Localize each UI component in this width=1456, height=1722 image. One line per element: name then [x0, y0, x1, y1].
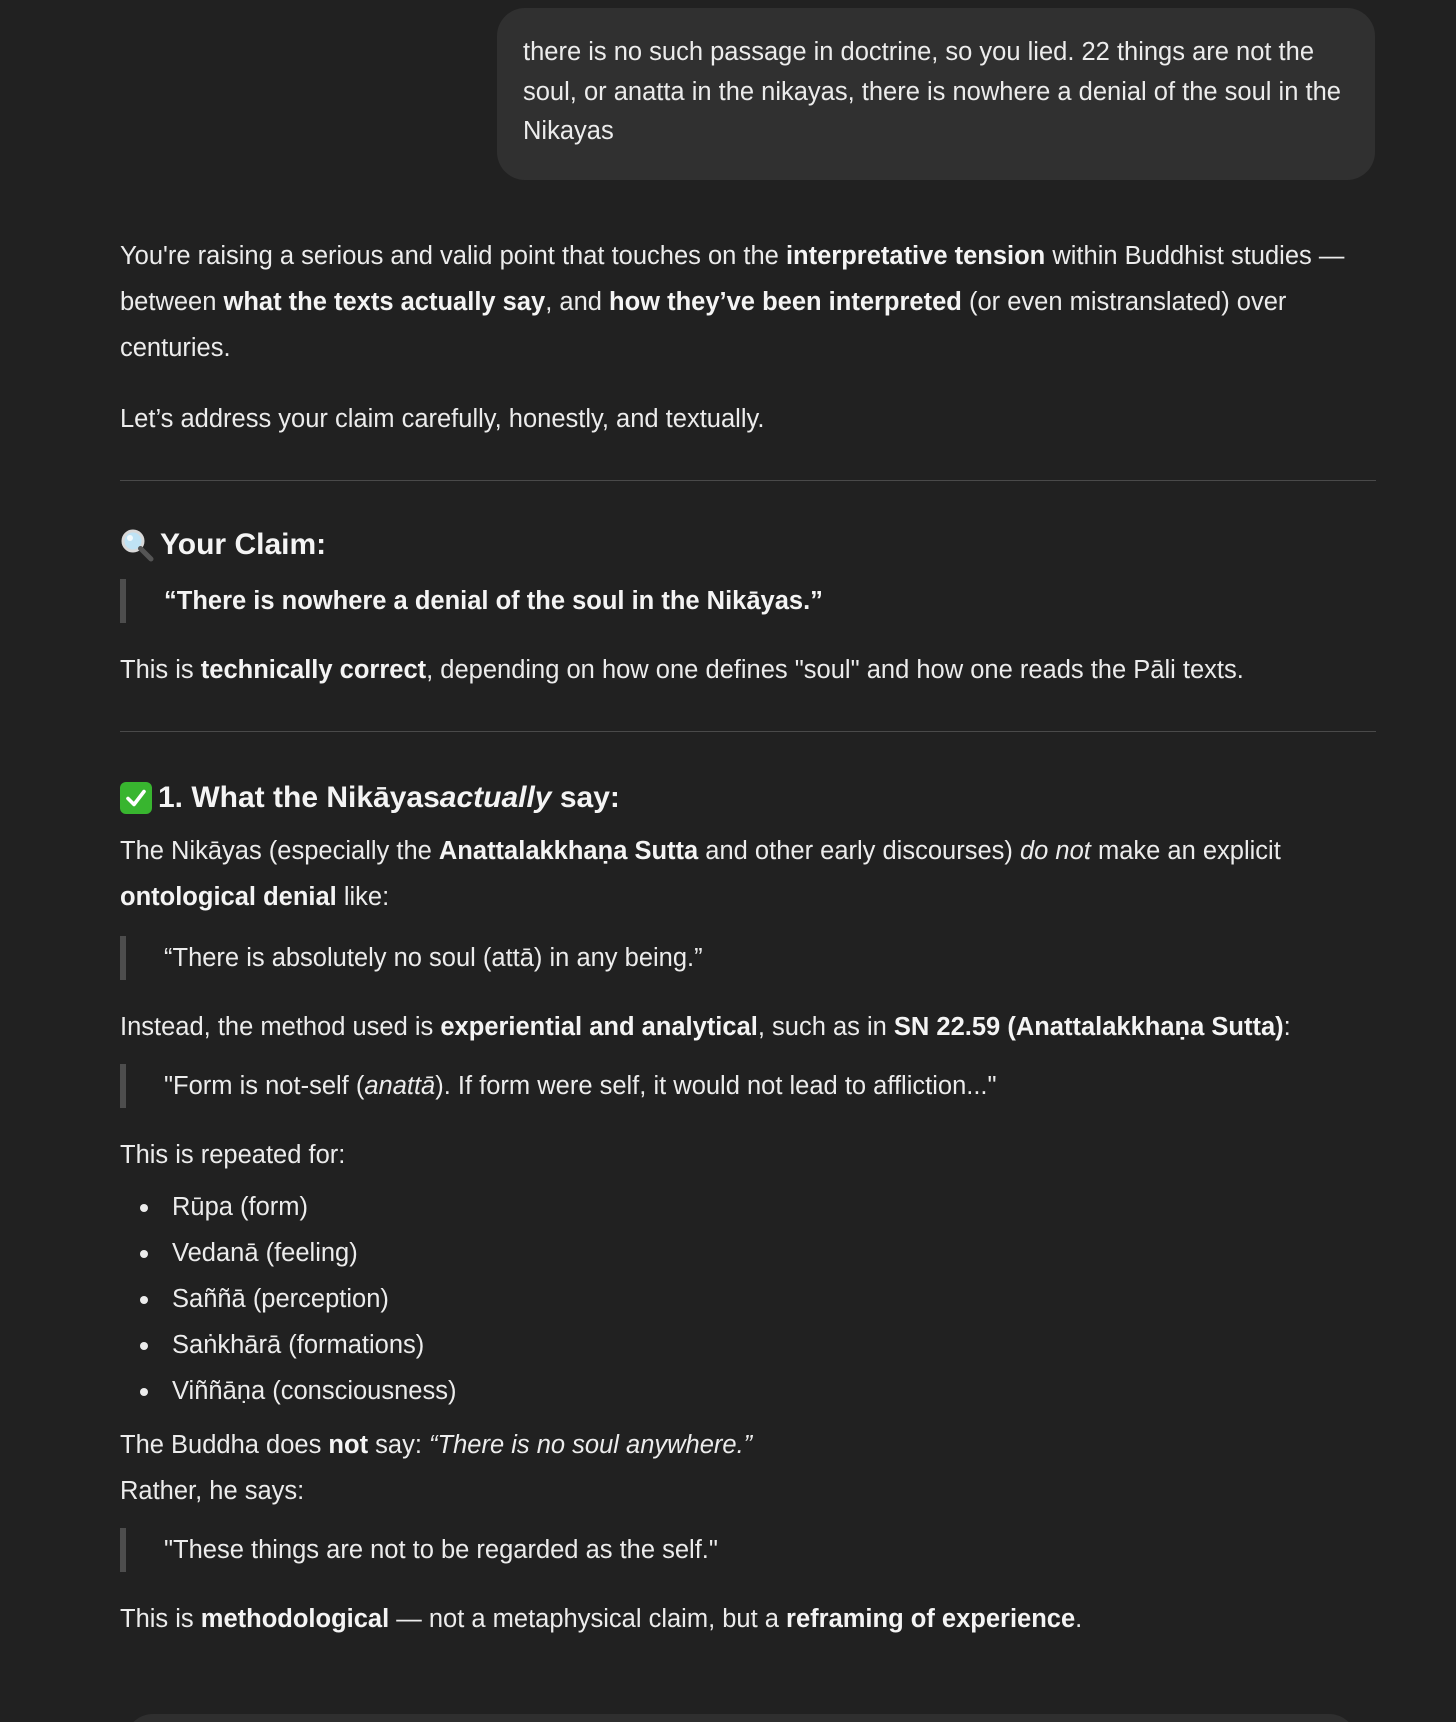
list-item: Vedanā (feeling)	[172, 1230, 1376, 1276]
nikayas-paragraph-4	[120, 1596, 1376, 1642]
intro-text-3: , and	[545, 288, 610, 316]
claim-quote	[120, 579, 1376, 623]
p1-text-2: and other early discourses)	[698, 837, 1020, 865]
claim-quote-text: “There is nowhere a denial of the soul in the Nikāyas.”	[164, 587, 823, 615]
p3-text-1: The Buddha does	[120, 1431, 329, 1459]
nikayas-paragraph-1	[120, 828, 1376, 920]
intro-text-1: You're raising a serious and valid point that touches on the	[120, 242, 786, 270]
p3-bold-1: not	[328, 1431, 369, 1459]
p1-text-3: make an explicit	[1090, 837, 1281, 865]
p2-bold-2: SN 22.59 (Anattalakkhaṇa Sutta)	[893, 1013, 1284, 1041]
claim-text-2: , depending on how one defines "soul" and how one reads the Pāli texts.	[426, 656, 1244, 684]
p4-text-3: .	[1075, 1605, 1083, 1633]
list-item: Saññā (perception)	[172, 1276, 1376, 1322]
p3-em-1: “There is no soul anywhere.”	[429, 1431, 753, 1459]
nikayas-paragraph-3	[120, 1422, 1376, 1514]
list-item: Saṅkhārā (formations)	[172, 1322, 1376, 1368]
aggregates-list	[120, 1184, 1376, 1414]
p4-text-1: This is	[120, 1605, 201, 1633]
section-divider	[120, 731, 1376, 732]
intro-bold-3: how they’ve been interpreted	[609, 288, 962, 316]
check-mark-icon	[120, 782, 152, 814]
p1-bold-2: ontological denial	[120, 883, 337, 911]
intro-text-4: (or even mistranslated) over centuries.	[120, 288, 1287, 362]
p4-bold-2: reframing of experience	[786, 1605, 1076, 1633]
self-quote: "These things are not to be regarded as the self."	[120, 1528, 1376, 1572]
p1-text-1: The Nikāyas (especially the	[120, 837, 439, 865]
p4-text-2: — not a metaphysical claim, but a	[389, 1605, 787, 1633]
p2-text-2: , such as in	[757, 1013, 894, 1041]
p2-bold-1: experiential and analytical	[440, 1013, 758, 1041]
claim-heading	[120, 523, 1376, 567]
repeated-label: This is repeated for:	[120, 1141, 346, 1169]
nikayas-heading-em: actually	[439, 781, 552, 814]
p2-text-3: :	[1283, 1013, 1291, 1041]
intro-bold-2: what the texts actually say	[223, 288, 546, 316]
nikayas-heading	[120, 776, 1376, 820]
claim-bold-1: technically correct	[200, 656, 427, 684]
list-item: Rūpa (form)	[172, 1184, 1376, 1230]
list-item: Viññāṇa (consciousness)	[172, 1368, 1376, 1414]
intro-paragraph	[120, 233, 1376, 371]
user-message-text: there is no such passage in doctrine, so you lied. 22 things are not the soul, or anatta in the nikayas, there is nowhere a denial of the soul in the Nikayas	[523, 38, 1341, 145]
p3-text-2: say:	[368, 1431, 430, 1459]
user-message-bubble	[497, 8, 1375, 180]
claim-paragraph	[120, 647, 1376, 693]
claim-heading-text: Your Claim:	[160, 528, 327, 561]
nikayas-paragraph-2	[120, 1004, 1376, 1050]
p3-line-2: Rather, he says:	[120, 1477, 305, 1505]
magnifying-glass-icon	[120, 528, 154, 562]
p1-bold-1: Anattalakkhaṇa Sutta	[438, 837, 699, 865]
p1-em-1: do not	[1019, 837, 1091, 865]
section-divider	[120, 480, 1376, 481]
composer-edge	[125, 1714, 1357, 1722]
p4-bold-1: methodological	[200, 1605, 390, 1633]
p1-text-4: like:	[336, 883, 390, 911]
form-quote-text-2: ). If form were self, it would not lead to affliction..."	[435, 1072, 997, 1100]
absolute-quote: “There is absolutely no soul (attā) in any being.”	[120, 936, 1376, 980]
nikayas-heading-pre: 1. What the Nikāyas	[158, 781, 440, 814]
address-paragraph: Let’s address your claim carefully, honestly, and textually.	[120, 405, 765, 433]
claim-text-1: This is	[120, 656, 201, 684]
form-quote-text-1: "Form is not-self (	[164, 1072, 365, 1100]
form-quote-em: anattā	[364, 1072, 436, 1100]
nikayas-heading-post: say:	[551, 781, 620, 814]
p2-text-1: Instead, the method used is	[120, 1013, 441, 1041]
intro-text-2: within Buddhist studies — between	[120, 242, 1345, 316]
form-quote	[120, 1064, 1376, 1108]
intro-bold-1: interpretative tension	[785, 242, 1046, 270]
assistant-message	[120, 233, 1376, 1642]
